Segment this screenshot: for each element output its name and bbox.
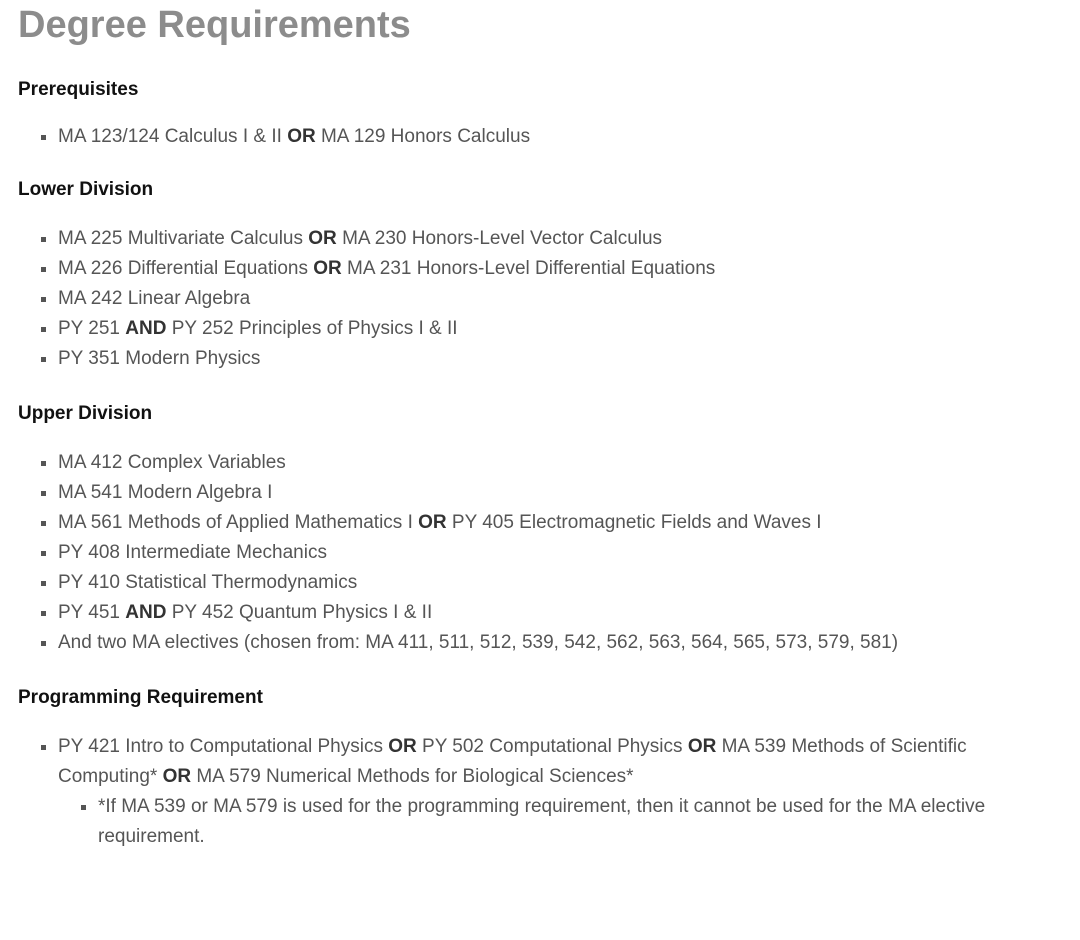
- list-item: PY 451 AND PY 452 Quantum Physics I & II: [58, 598, 1080, 628]
- list-item: PY 421 Intro to Computational Physics OR PY 502 Computational Physics OR MA 539 Methods of Scientific Computing* OR MA 579 Numerical Methods for Biological Sciences* *If MA 539 or MA 579 is used for the programming requirement, then it cannot be used for the MA elective requirement.: [58, 732, 1080, 852]
- operator-keyword: OR: [313, 258, 342, 279]
- operator-keyword: OR: [287, 126, 316, 147]
- upper-division-list: [18, 448, 1080, 658]
- list-item: MA 226 Differential Equations OR MA 231 Honors-Level Differential Equations: [58, 254, 1080, 284]
- section-heading-upper-division: Upper Division: [18, 403, 153, 424]
- section-heading-prerequisites: Prerequisites: [18, 79, 139, 100]
- operator-keyword: OR: [162, 766, 192, 787]
- programming-note-list: [58, 792, 1040, 852]
- programming-note: *If MA 539 or MA 579 is used for the programming requirement, then it cannot be used for the MA elective requirement.: [98, 792, 1040, 852]
- list-item: PY 251 AND PY 252 Principles of Physics I & II: [58, 314, 1080, 344]
- section-heading-programming-requirement: Programming Requirement: [18, 687, 263, 708]
- list-item: MA 225 Multivariate Calculus OR MA 230 Honors-Level Vector Calculus: [58, 224, 1080, 254]
- operator-keyword: AND: [125, 318, 167, 339]
- operator-keyword: OR: [418, 512, 447, 533]
- lower-division-list: [18, 224, 1080, 374]
- list-item: MA 123/124 Calculus I & II OR MA 129 Honors Calculus: [58, 122, 1080, 152]
- section-heading-lower-division: Lower Division: [18, 179, 154, 200]
- list-item: And two MA electives (chosen from: MA 411, 511, 512, 539, 542, 562, 563, 564, 565, 573, 579, 581): [58, 628, 1080, 658]
- operator-keyword: OR: [308, 228, 337, 249]
- programming-requirement-list: [18, 732, 1080, 852]
- list-item: PY 408 Intermediate Mechanics: [58, 538, 1080, 568]
- operator-keyword: OR: [388, 736, 417, 757]
- list-item: MA 561 Methods of Applied Mathematics I OR PY 405 Electromagnetic Fields and Waves I: [58, 508, 1080, 538]
- operator-keyword: OR: [687, 736, 717, 757]
- list-item: PY 410 Statistical Thermodynamics: [58, 568, 1080, 598]
- operator-keyword: AND: [125, 602, 167, 623]
- list-item: MA 541 Modern Algebra I: [58, 478, 1080, 508]
- list-item: MA 242 Linear Algebra: [58, 284, 1080, 314]
- list-item: MA 412 Complex Variables: [58, 448, 1080, 478]
- list-item: PY 351 Modern Physics: [58, 344, 1080, 374]
- page-title: Degree Requirements: [18, 4, 411, 46]
- prerequisites-list: [18, 122, 1080, 152]
